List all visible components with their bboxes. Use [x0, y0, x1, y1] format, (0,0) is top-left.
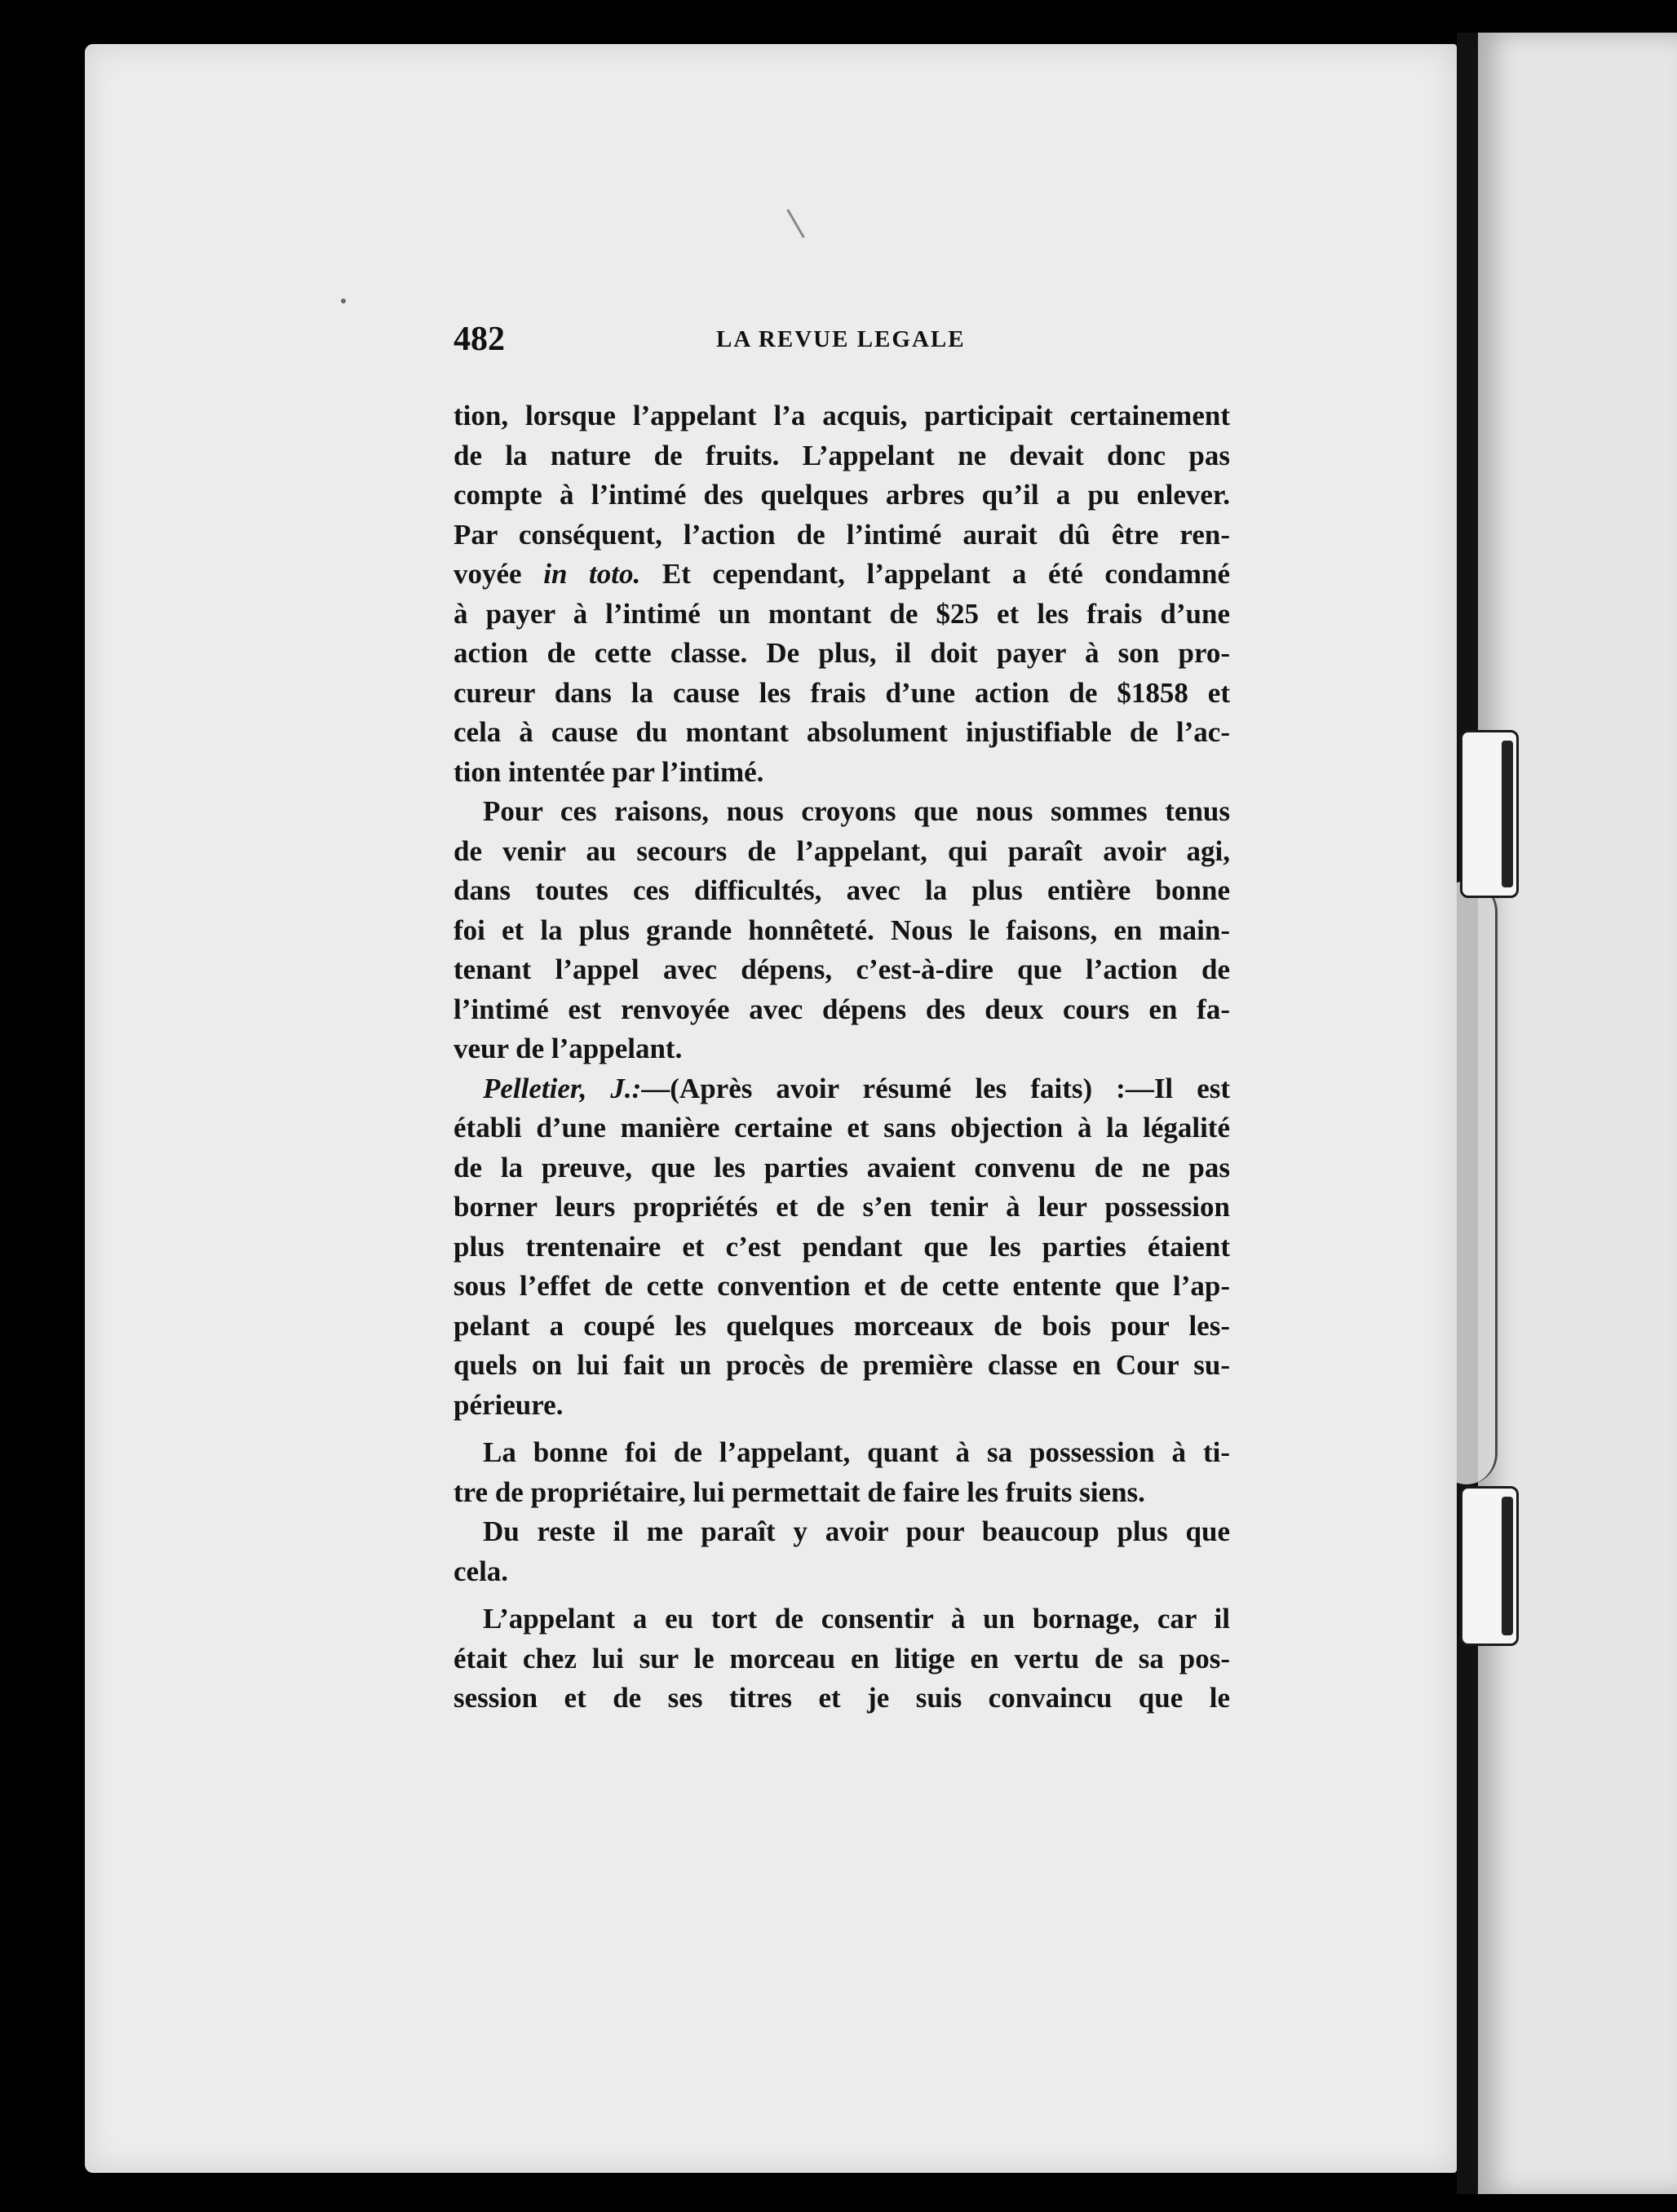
text-line: Par conséquent, l’action de l’intimé aurait dû être ren- — [454, 518, 1230, 551]
text-line: tre de propriétaire, lui permettait de faire les fruits siens. — [454, 1475, 1145, 1508]
text-line: dans toutes ces difficultés, avec la plus entière bonne — [454, 874, 1230, 906]
paper-speck — [341, 299, 346, 303]
text-line: action de cette classe. De plus, il doit payer à son pro- — [454, 637, 1230, 669]
running-title: LA REVUE LEGALE — [716, 326, 966, 352]
text-line: établi d’une manière certaine et sans objection à la légalité — [454, 1112, 1230, 1144]
text-line: veur de l’appelant. — [454, 1033, 683, 1064]
text-line: L’appelant a eu tort de consentir à un bornage, car il — [483, 1603, 1230, 1635]
page-header — [454, 320, 1230, 369]
text-line: tenant l’appel avec dépens, c’est-à-dire que l’action de — [454, 953, 1230, 985]
text-line: à payer à l’intimé un montant de $25 et les frais d’une — [454, 597, 1230, 630]
text-line: borner leurs propriétés et de s’en tenir à leur possession — [454, 1191, 1230, 1223]
text-line: pelant a coupé les quelques morceaux de bois pour les- — [454, 1309, 1230, 1342]
text-line: foi et la plus grande honnêteté. Nous le faisons, en main- — [454, 914, 1230, 946]
text-line: session et de ses titres et je suis convaincu que le — [454, 1682, 1230, 1714]
text-line: de la nature de fruits. L’appelant ne devait donc pas — [454, 439, 1230, 471]
text-line: quels on lui fait un procès de première classe en Cour su- — [454, 1349, 1230, 1381]
page-number: 482 — [454, 321, 505, 358]
text-line: de venir au secours de l’appelant, qui paraît avoir agi, — [454, 834, 1230, 867]
text-line: Pelletier, J.:—(Après avoir résumé les faits) :—Il est — [483, 1072, 1230, 1104]
text-line: Du reste il me paraît y avoir pour beaucoup plus que — [483, 1515, 1230, 1547]
text-line: plus trentenaire et c’est pendant que les parties étaient — [454, 1230, 1230, 1263]
text-line: périeure. — [454, 1388, 564, 1421]
binding-tab-top — [1460, 730, 1519, 898]
text-line: Pour ces raisons, nous croyons que nous sommes tenus — [483, 795, 1230, 827]
paper-speck — [786, 209, 805, 238]
body-text — [454, 396, 1230, 1719]
text-line: l’intimé est renvoyée avec dépens des deux cours en fa- — [454, 993, 1230, 1025]
text-line: La bonne foi de l’appelant, quant à sa possession à ti- — [483, 1436, 1230, 1468]
text-line: sous l’effet de cette convention et de cette entente que l’ap- — [454, 1270, 1230, 1302]
binding-tab-bottom — [1460, 1486, 1519, 1646]
text-line: compte à l’intimé des quelques arbres qu’il a pu enlever. — [454, 479, 1230, 511]
text-line: de la preuve, que les parties avaient convenu de ne pas — [454, 1151, 1230, 1183]
text-line: tion intentée par l’intimé. — [454, 755, 764, 788]
judge-name: Pelletier, J.: — [483, 1072, 642, 1104]
italic-phrase: in toto. — [543, 558, 641, 590]
text-line: cela à cause du montant absolument injustifiable de l’ac- — [454, 716, 1230, 748]
text-line: cureur dans la cause les frais d’une action de $1858 et — [454, 676, 1230, 709]
text-line: voyée in toto. Et cependant, l’appelant a été condamné — [454, 558, 1230, 590]
adjacent-page-edge — [1478, 33, 1677, 2194]
text-line: tion, lorsque l’appelant l’a acquis, participait certainement — [454, 400, 1230, 431]
text-line: était chez lui sur le morceau en litige en vertu de sa pos- — [454, 1642, 1230, 1674]
text-line: cela. — [454, 1555, 509, 1587]
